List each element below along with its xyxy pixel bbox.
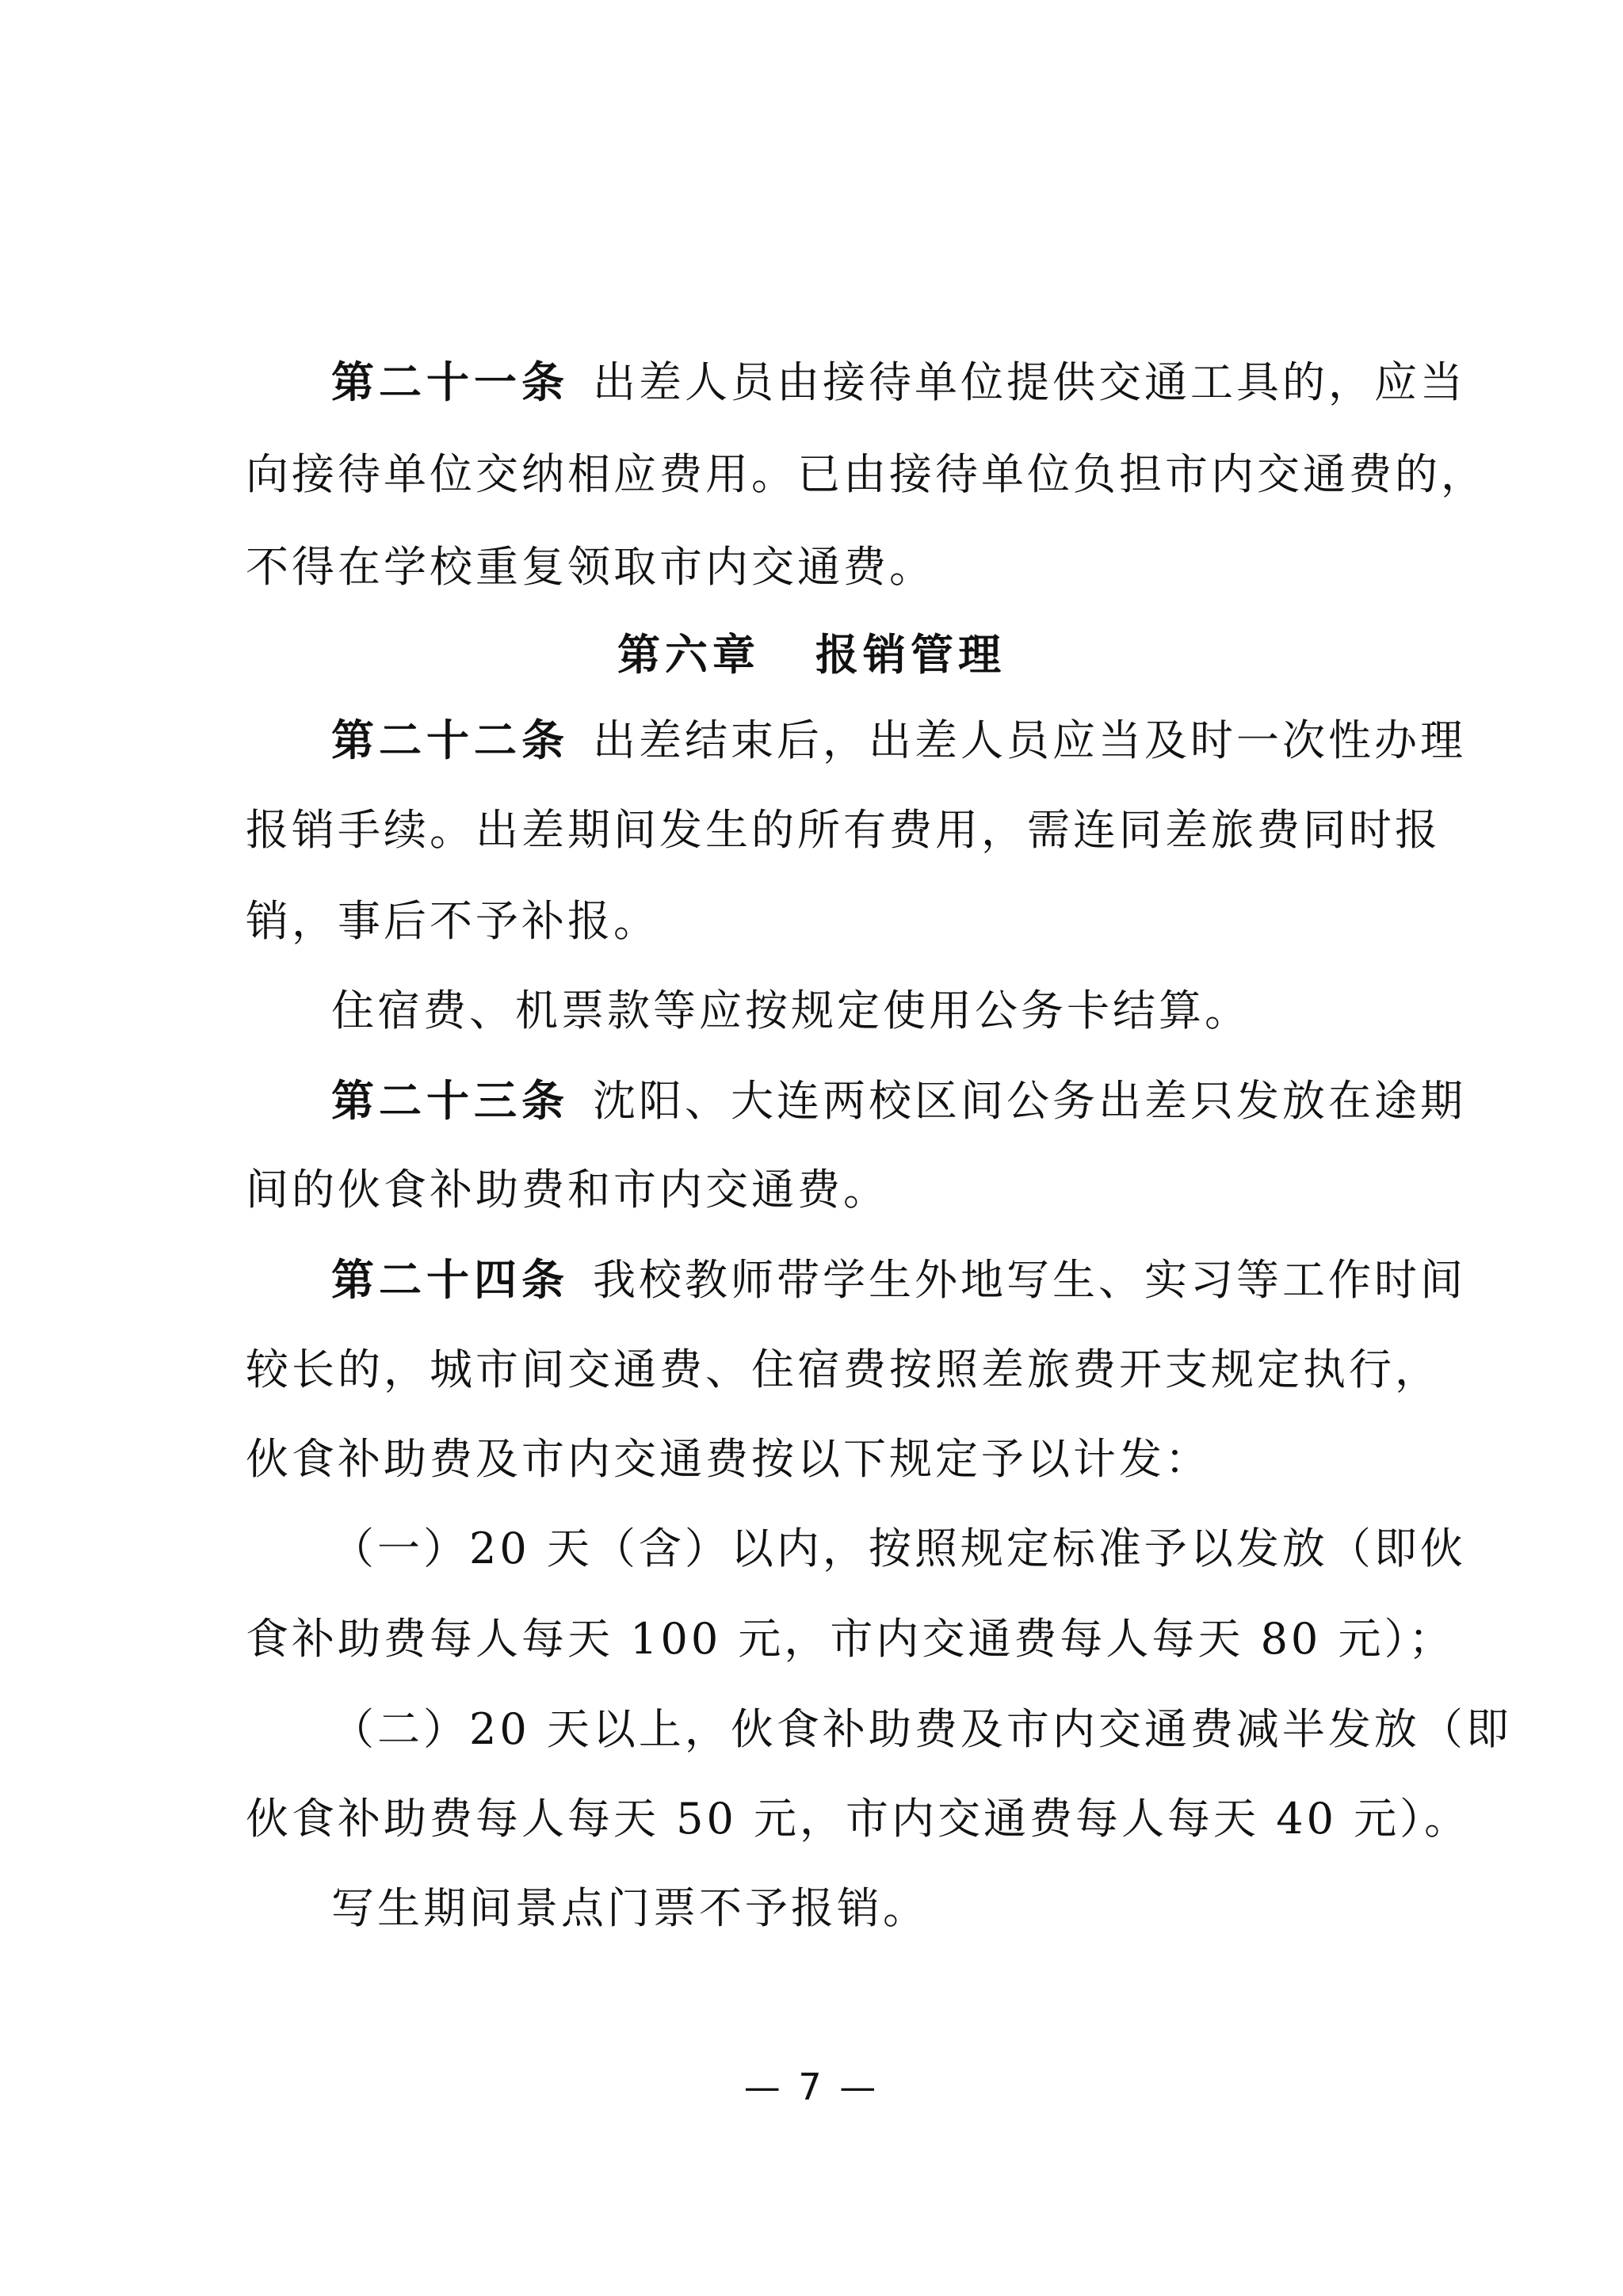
article-21-label: 第二十一条 bbox=[331, 357, 569, 407]
article-22-line-3: 销，事后不予补报。 bbox=[246, 896, 659, 946]
article-22-line-2: 报销手续。出差期间发生的所有费用，需连同差旅费同时报 bbox=[246, 805, 1441, 855]
chapter-number: 第六章 bbox=[617, 629, 760, 680]
article-23-line-2: 间的伙食补助费和市内交通费。 bbox=[246, 1165, 889, 1215]
article-21-line-1 bbox=[331, 353, 1466, 411]
article-24-closing-paragraph: 写生期间景点门票不予报销。 bbox=[331, 1883, 929, 1933]
article-21-line-3: 不得在学校重复领取市内交通费。 bbox=[246, 542, 935, 592]
article-24-line-1 bbox=[331, 1251, 1466, 1309]
article-24-item-1-line-1: （一）20 天（含）以内，按照规定标准予以发放（即伙 bbox=[331, 1524, 1466, 1573]
article-23-line-1 bbox=[331, 1072, 1466, 1130]
article-22-paragraph-2: 住宿费、机票款等应按规定使用公务卡结算。 bbox=[331, 986, 1251, 1035]
article-24-item-2-line-1: （二）20 天以上，伙食补助费及市内交通费减半发放（即 bbox=[331, 1704, 1512, 1754]
article-22-text-1: 出差结束后，出差人员应当及时一次性办理 bbox=[593, 715, 1466, 765]
article-24-line-2: 较长的，城市间交通费、住宿费按照差旅费开支规定执行， bbox=[246, 1344, 1441, 1394]
article-21-line-2: 向接待单位交纳相应费用。已由接待单位负担市内交通费的， bbox=[246, 449, 1487, 499]
article-24-line-3: 伙食补助费及市内交通费按以下规定予以计发： bbox=[246, 1434, 1211, 1484]
article-23-label: 第二十三条 bbox=[331, 1075, 569, 1126]
article-23-text-1: 沈阳、大连两校区间公务出差只发放在途期 bbox=[593, 1076, 1466, 1126]
article-24-label: 第二十四条 bbox=[331, 1254, 569, 1305]
page-number: — 7 — bbox=[743, 2065, 880, 2108]
article-21-text-1: 出差人员由接待单位提供交通工具的，应当 bbox=[593, 357, 1466, 407]
chapter-title: 报销管理 bbox=[815, 629, 1006, 680]
article-24-item-1-line-2: 食补助费每人每天 100 元，市内交通费每人每天 80 元）； bbox=[246, 1614, 1455, 1664]
article-24-text-1: 我校教师带学生外地写生、实习等工作时间 bbox=[593, 1255, 1466, 1305]
article-22-line-1 bbox=[331, 711, 1466, 769]
article-24-item-2-line-2: 伙食补助费每人每天 50 元，市内交通费每人每天 40 元）。 bbox=[246, 1794, 1471, 1844]
article-22-label: 第二十二条 bbox=[331, 715, 569, 765]
chapter-heading bbox=[0, 626, 1623, 683]
